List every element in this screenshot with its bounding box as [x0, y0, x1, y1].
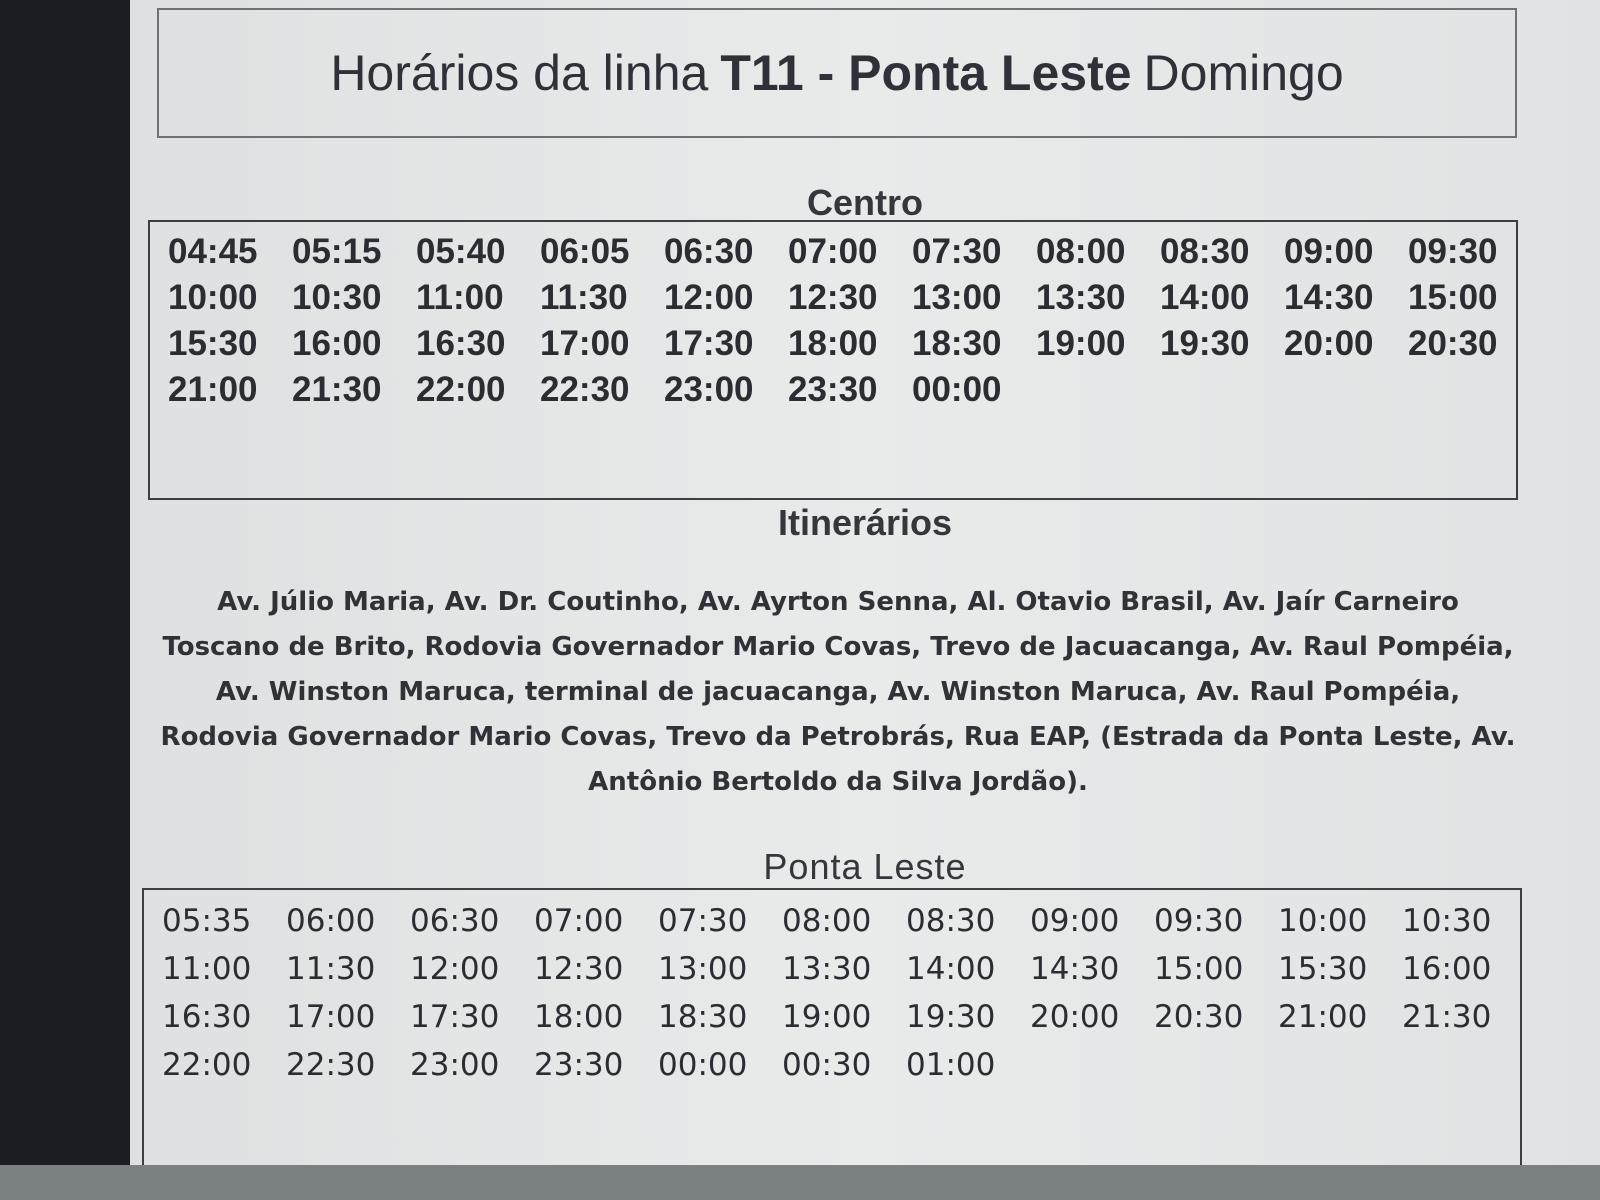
- departure-time: 17:30: [664, 324, 754, 363]
- departure-time: 14:00: [1160, 278, 1250, 317]
- departure-time: 10:00: [168, 278, 258, 317]
- departure-time: 17:00: [540, 324, 630, 363]
- departure-time: 15:00: [1408, 278, 1498, 317]
- departure-time: 06:30: [664, 232, 754, 271]
- screen-bottom-bezel: [0, 1165, 1600, 1200]
- title-suffix: Domingo: [1143, 45, 1344, 101]
- ponta-leste-times-grid: [162, 900, 1504, 1086]
- ponta-leste-heading: Ponta Leste: [763, 846, 967, 887]
- centro-heading: Centro: [807, 182, 923, 223]
- departure-time: 05:35: [162, 903, 252, 939]
- departure-time: 10:30: [1402, 903, 1492, 939]
- departure-time: 04:45: [168, 232, 258, 271]
- departure-time: 22:30: [286, 1047, 376, 1083]
- centro-timetable: [148, 220, 1518, 500]
- departure-time: 05:15: [292, 232, 382, 271]
- departure-time: 21:30: [292, 370, 382, 409]
- departure-time: 19:00: [1036, 324, 1126, 363]
- departure-time: 19:00: [782, 999, 872, 1035]
- departure-time: 14:30: [1030, 951, 1120, 987]
- departure-time: 06:05: [540, 232, 630, 271]
- departure-time: 22:30: [540, 370, 630, 409]
- departure-time: 12:00: [410, 951, 500, 987]
- departure-time: 18:30: [658, 999, 748, 1035]
- title-prefix: Horários da linha: [330, 45, 709, 101]
- departure-time: 12:00: [664, 278, 754, 317]
- departure-time: 20:30: [1408, 324, 1498, 363]
- departure-time: 11:00: [162, 951, 252, 987]
- departure-time: 06:30: [410, 903, 500, 939]
- departure-time: 09:00: [1284, 232, 1374, 271]
- departure-time: 18:00: [534, 999, 624, 1035]
- departure-time: 17:00: [286, 999, 376, 1035]
- departure-time: 16:30: [162, 999, 252, 1035]
- departure-time: 15:30: [1278, 951, 1368, 987]
- departure-time: 10:30: [292, 278, 382, 317]
- departure-time: 11:30: [286, 951, 376, 987]
- departure-time: 00:00: [658, 1047, 748, 1083]
- departure-time: 21:30: [1402, 999, 1492, 1035]
- departure-time: 19:30: [1160, 324, 1250, 363]
- departure-time: 14:00: [906, 951, 996, 987]
- departure-time: 07:30: [912, 232, 1002, 271]
- departure-time: 09:30: [1408, 232, 1498, 271]
- departure-time: 09:30: [1154, 903, 1244, 939]
- departure-time: 23:30: [788, 370, 878, 409]
- departure-time: 05:40: [416, 232, 506, 271]
- departure-time: 13:30: [782, 951, 872, 987]
- departure-time: 22:00: [416, 370, 506, 409]
- departure-time: 18:00: [788, 324, 878, 363]
- departure-time: 00:30: [782, 1047, 872, 1083]
- departure-time: 11:30: [540, 278, 628, 317]
- departure-time: 17:30: [410, 999, 500, 1035]
- departure-time: 20:00: [1284, 324, 1374, 363]
- itinerarios-heading: Itinerários: [777, 502, 953, 543]
- departure-time: 20:00: [1030, 999, 1120, 1035]
- departure-time: 07:30: [658, 903, 748, 939]
- title-line: T11 - Ponta Leste: [720, 45, 1132, 101]
- departure-time: 01:00: [906, 1047, 996, 1083]
- departure-time: 06:00: [286, 903, 376, 939]
- departure-time: 19:30: [906, 999, 996, 1035]
- departure-time: 21:00: [168, 370, 258, 409]
- departure-time: 09:00: [1030, 903, 1120, 939]
- departure-time: 13:30: [1036, 278, 1126, 317]
- departure-time: 00:00: [912, 370, 1002, 409]
- departure-time: 15:30: [168, 324, 258, 363]
- departure-time: 08:30: [1160, 232, 1250, 271]
- departure-time: 14:30: [1284, 278, 1374, 317]
- departure-time: 08:30: [906, 903, 996, 939]
- departure-time: 11:00: [416, 278, 504, 317]
- departure-time: 08:00: [1036, 232, 1126, 271]
- departure-time: 07:00: [534, 903, 624, 939]
- departure-time: 20:30: [1154, 999, 1244, 1035]
- departure-time: 23:00: [410, 1047, 500, 1083]
- centro-times-grid: [168, 232, 1500, 410]
- departure-time: 13:00: [658, 951, 748, 987]
- departure-time: 12:30: [788, 278, 878, 317]
- departure-time: 12:30: [534, 951, 624, 987]
- departure-time: 07:00: [788, 232, 878, 271]
- departure-time: 23:00: [664, 370, 754, 409]
- departure-time: 23:30: [534, 1047, 624, 1083]
- departure-time: 16:00: [292, 324, 382, 363]
- itinerary-text: Av. Júlio Maria, Av. Dr. Coutinho, Av. Ayrton Senna, Al. Otavio Brasil, Av. Jaír Carneiro Toscano de Brito, Rodovia Governador Mario Covas, Trevo de Jacuacanga, Av. Raul Pompéia, Av. Winston Maruca, terminal de jacuacanga, Av. Winston Maruca, Av. Raul Pompéia, Rodovia Governador Mario Covas, Trevo da Petrobrás, Rua EAP, (Estrada da Ponta Leste, Av. Antônio Bertoldo da Silva Jordão).: [160, 587, 1516, 797]
- departure-time: 08:00: [782, 903, 872, 939]
- departure-time: 18:30: [912, 324, 1002, 363]
- departure-time: 15:00: [1154, 951, 1244, 987]
- departure-time: 16:30: [416, 324, 506, 363]
- schedule-page: [130, 0, 1600, 1200]
- departure-time: 10:00: [1278, 903, 1368, 939]
- page-title: [157, 8, 1517, 138]
- ponta-leste-timetable: [142, 888, 1522, 1178]
- departure-time: 21:00: [1278, 999, 1368, 1035]
- departure-time: 13:00: [912, 278, 1002, 317]
- departure-time: 16:00: [1402, 951, 1492, 987]
- departure-time: 22:00: [162, 1047, 252, 1083]
